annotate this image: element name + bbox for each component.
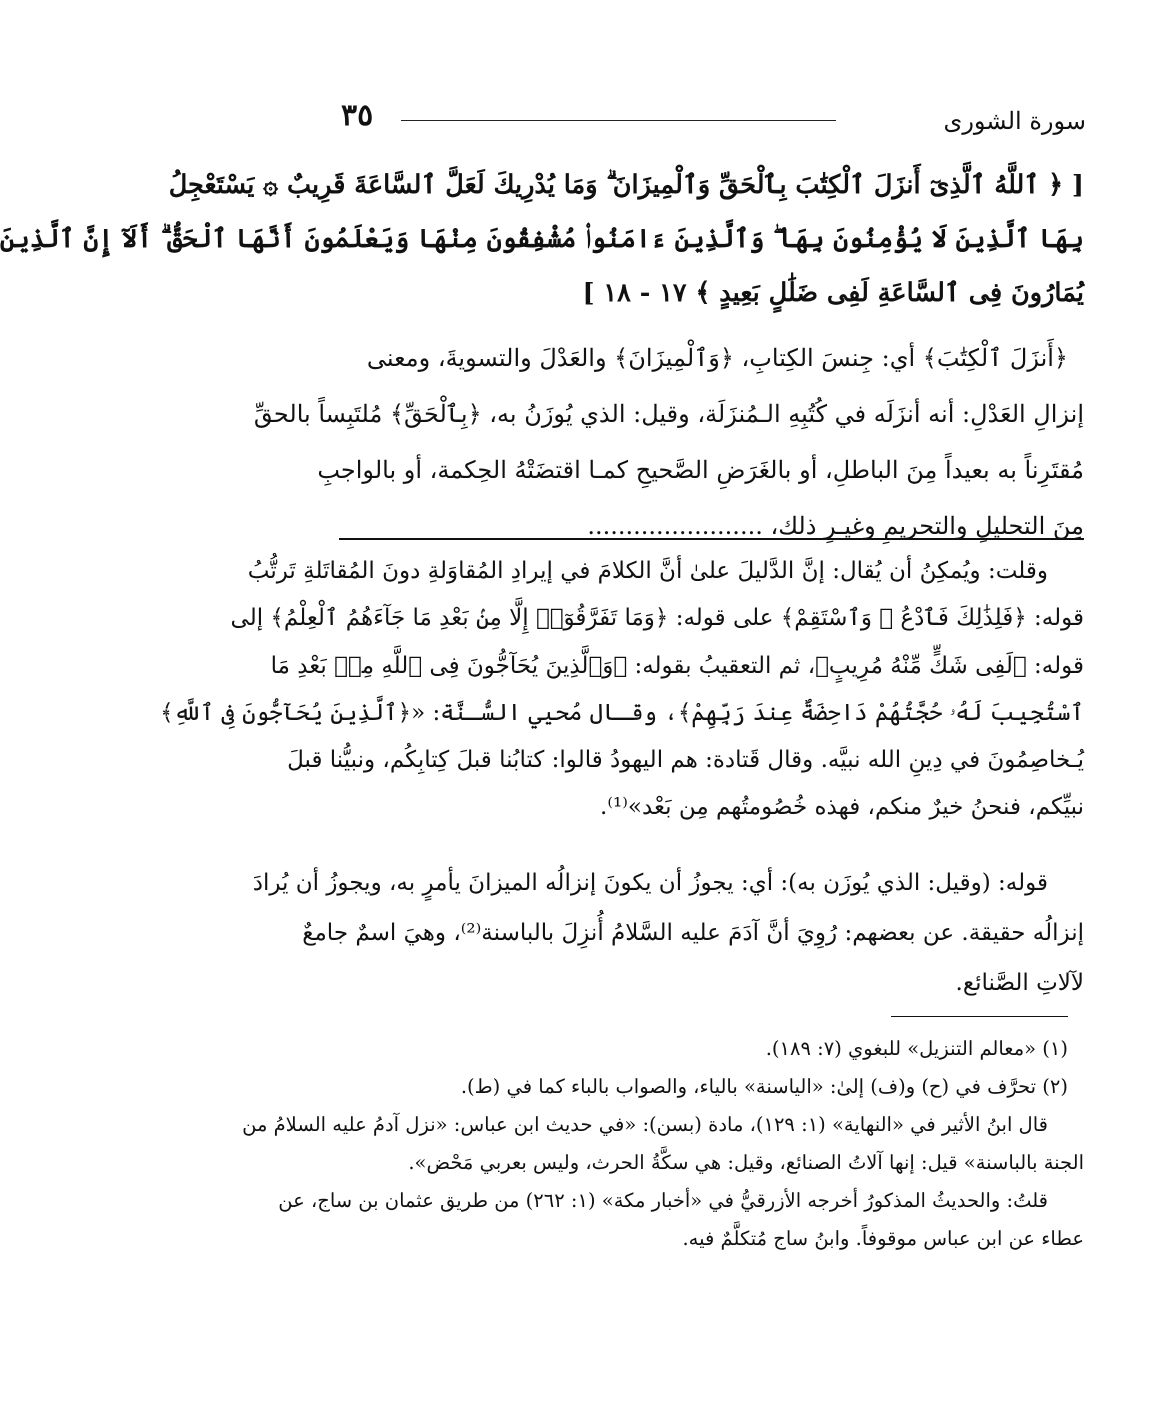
gloss-paragraph — [160, 548, 1084, 832]
commentary-text — [253, 330, 1084, 554]
quran-verse-block — [0, 158, 1084, 320]
page-number: ٣٥ — [341, 98, 374, 133]
commentary-line: مِنَ التحليلِ والتحريمِ وغيـرِ ذلك، ....................... — [587, 512, 1084, 540]
footnote-line: عطاء عن ابن عباس موقوفاً. وابنُ ساج مُتكلَّمٌ فيه. — [682, 1227, 1084, 1250]
gloss-line: قوله: (وقيل: الذي يُوزَن به): أي: يجوزُ أن يكونَ إنزالُه الميزانَ يأمرٍ به، ويجوزُ أن يُرادَ — [252, 870, 1048, 896]
commentary-line: مُقتَرِناً به بعيداً مِنَ الباطلِ، أو بالغَرَضِ الصَّحيحِ كمـا اقتضَتْهُ الحِكمة، أو بالواجبِ — [317, 456, 1084, 484]
footnote-separator — [891, 1016, 1068, 1017]
footnote-line: (٢) تحرَّف في (ح) و(ف) إلىٰ: «الياسنة» بالياء، والصواب بالباء كما في (ط). — [460, 1075, 1068, 1098]
commentary-separator — [339, 538, 1084, 540]
footnote-line: قلتُ: والحديثُ المذكورُ أخرجه الأزرقيُّ في «أخبار مكة» (١: ٢٦٢) من طريق عثمان بن ساج، عن — [278, 1189, 1048, 1212]
gloss-line: إنزالُه حقيقة. عن بعضهم: رُوِيَ أنَّ آدَمَ عليه السَّلامُ أُنزِلَ بالباسنة⁽²⁾، وهيَ اسمٌ جامعٌ — [302, 920, 1084, 946]
gloss-paragraph — [252, 858, 1084, 1008]
gloss-line: قوله: ﴿فَلِذَٰلِكَ فَٱدْعُ ۖ وَٱسْتَقِمْ﴾ على قوله: ﴿وَمَا تَفَرَّقُوٓا۟ إِلَّا مِنۢ بَعْدِ مَا جَآءَهُمُ ٱلْعِلْمُ﴾ إلى — [230, 605, 1084, 632]
gloss-line: نبيِّكم، فنحنُ خيرٌ منكم، فهذه خُصُومتُهم مِن بَعْد»⁽¹⁾. — [600, 794, 1084, 821]
running-header — [341, 96, 1086, 146]
footnote-line: الجنة بالباسنة» قيل: إنها آلاتُ الصنائع، وقيل: هي سكَّةُ الحرث، وليس بعربي مَحْض». — [408, 1151, 1084, 1174]
commentary-line: إنزالِ العَدْلِ: أنه أنزَلَه في كُتُبِهِ الـمُنزَلَة، وقيل: الذي يُوزَنُ به، ﴿بِٱلْحَقِّ﴾ مُلتَبِساً بالحقِّ — [253, 400, 1084, 428]
footnote-line: (١) «معالم التنزيل» للبغوي (٧: ١٨٩). — [765, 1037, 1068, 1060]
quran-line: بِهَا ٱلَّذِينَ لَا يُؤْمِنُونَ بِهَا ۖ وَٱلَّذِينَ ءَامَنُوا۟ مُشْفِقُونَ مِنْهَا وَيَعْلَمُونَ أَنَّهَا ٱلْحَقُّ ۗ أَلَآ إِنَّ ٱلَّذِينَ — [0, 224, 1084, 254]
commentary-line: ﴿أَنزَلَ ٱلْكِتَٰبَ﴾ أي: جِنسَ الكِتابِ، ﴿وَٱلْمِيزَانَ﴾ والعَدْلَ والتسويةَ، ومعنى — [366, 344, 1068, 372]
footnotes — [242, 1030, 1084, 1258]
gloss-line: يُـخاصِمُونَ في دِينِ الله نبيَّه. وقال قَتادة: هم اليهودُ قالوا: كتابُنا قبلَ كِتابِكُم، ونبيُّنا قبلَ — [287, 747, 1084, 774]
gloss-line: قوله: ﴿لَفِى شَكٍّ مِّنْهُ مُرِيبٍ﴾، ثم التعقيبُ بقوله: ﴿وَٱلَّذِينَ يُحَآجُّونَ فِى ٱللَّهِ مِنۢ بَعْدِ مَا — [270, 652, 1084, 679]
quran-line: يُمَارُونَ فِى ٱلسَّاعَةِ لَفِى ضَلَٰلٍ بَعِيدٍ ﴾ ١٧ - ١٨ ] — [582, 278, 1084, 308]
footnote-line: قال ابنُ الأثير في «النهاية» (١: ١٢٩)، مادة (بسن): «في حديث ابن عباس: «نزل آدمُ عليه السلامُ من — [242, 1113, 1048, 1136]
gloss-line: وقلت: ويُمكِنُ أن يُقال: إنَّ الدَّليلَ علىٰ أنَّ الكلامَ في إيرادِ المُقاوَلةِ دونَ المُقاتَلةِ تَرتُّبُ — [247, 558, 1048, 584]
header-rule — [401, 120, 836, 121]
gloss-line: ٱسْتُجِيبَ لَهُۥ حُجَّتُهُمْ دَاحِضَةٌ عِندَ رَبِّهِمْ﴾، وقـال مُحيي السُّـنَّة: «﴿ٱلَّذِينَ يُحَآجُّونَ فِى ٱللَّهِ﴾ — [160, 699, 1084, 726]
surah-title: سورة الشورى — [943, 107, 1086, 135]
gloss-line: لآلاتِ الصَّنائع. — [955, 970, 1084, 996]
quran-line: [ ﴿ ٱللَّهُ ٱلَّذِىٓ أَنزَلَ ٱلْكِتَٰبَ بِٱلْحَقِّ وَٱلْمِيزَانَ ۗ وَمَا يُدْرِيكَ لَعَلَّ ٱلسَّاعَةَ قَرِيبٌ ۞ يَسْتَعْجِلُ — [168, 170, 1084, 200]
